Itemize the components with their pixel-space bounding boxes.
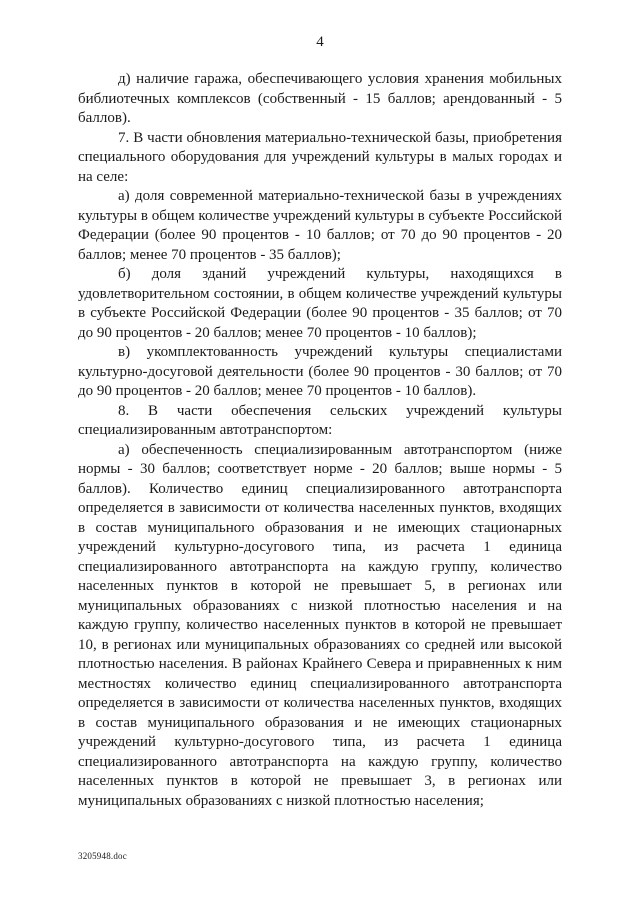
page-number: 4 [316,34,324,50]
paragraph-7b: б) доля зданий учреждений культуры, находящихся в удовлетворительном состоянии, в общем количестве учреждений культуры в субъекте Российской Федерации (более 90 процентов - 35 баллов; от 70 до 90 процентов - 20 баллов; менее 70 процентов - 10 баллов); [78,266,562,341]
paragraph-7a: а) доля современной материально-технической базы в учреждениях культуры в общем количестве учреждений культуры в субъекте Российской Федерации (более 90 процентов - 10 баллов; от 70 до 90 процентов - 20 баллов; менее 70 процентов - 35 баллов); [78,188,562,263]
footer-filename: 3205948.doc [78,851,127,861]
paragraph-7-heading: 7. В части обновления материально-технической базы, приобретения специального оборудования для учреждений культуры в малых городах и на селе: [78,129,562,185]
paragraph-7v: в) укомплектованность учреждений культуры специалистами культурно-досуговой деятельности (более 90 процентов - 30 баллов; от 70 до 90 процентов - 20 баллов; менее 70 процентов - 10 баллов). [78,344,562,399]
paragraph-8a: а) обеспеченность специализированным автотранспортом (ниже нормы - 30 баллов; соответствует норме - 20 баллов; выше нормы - 5 баллов). Количество единиц специализированного автотранспорта определяется в зависимости от количества населенных пунктов, входящих в состав муниципального образования и не имеющих стационарных учреждений культурно-досугового типа, из расчета 1 единица специализированного автотранспорта на каждую группу, количество населенных пунктов в которой не превышает 5, в регионах или муниципальных образованиях с низкой плотностью населения и на каждую группу, количество населенных пунктов в которой не превышает 10, в регионах или муниципальных образованиях со средней или высокой плотностью населения. В районах Крайнего Севера и приравненных к ним местностях количество единиц специализированного автотранспорта определяется в зависимости от количества населенных пунктов, входящих в состав муниципального образования и не имеющих стационарных учреждений культурно-досугового типа, из расчета 1 единица специализированного автотранспорта на каждую группу, количество населенных пунктов в которой не превышает 3, в регионах или муниципальных образованиях с низкой плотностью населения; [78,441,562,809]
paragraph-d-garage: д) наличие гаража, обеспечивающего условия хранения мобильных библиотечных комплексов (собственный - 15 баллов; арендованный - 5 баллов). [78,71,562,126]
document-body [78,70,562,811]
paragraph-8-heading: 8. В части обеспечения сельских учреждений культуры специализированным автотранспортом: [78,402,562,438]
